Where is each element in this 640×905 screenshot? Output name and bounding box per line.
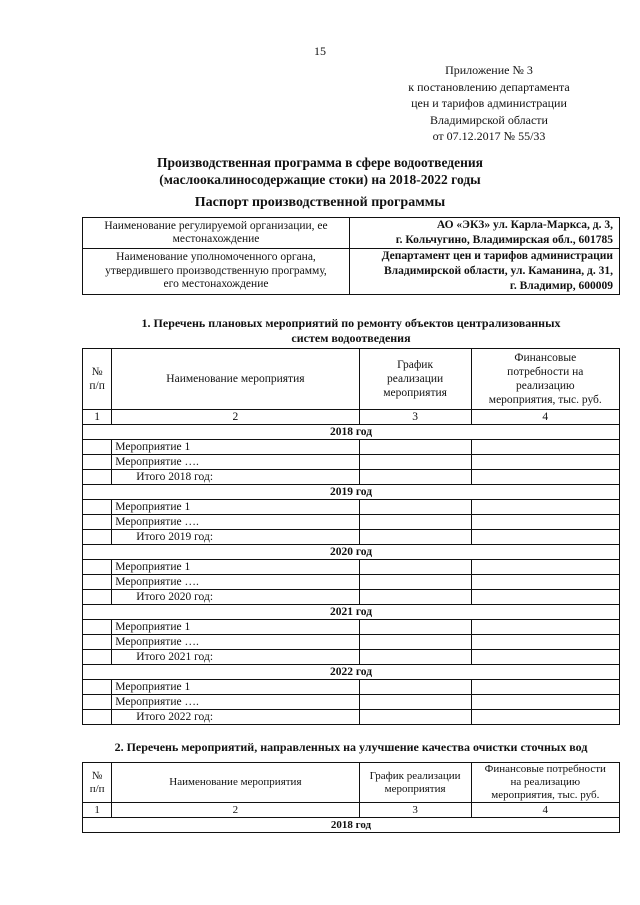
column-number: 4: [471, 410, 619, 425]
activity-name: Мероприятие 1: [112, 620, 359, 635]
value-line: Владимирской области, ул. Каманина, д. 31,: [384, 265, 613, 277]
header-finance: [471, 349, 619, 410]
header-finance: [471, 763, 619, 803]
header-line: График реализации: [369, 769, 461, 782]
appendix-line: Владимирской области: [430, 112, 548, 127]
header-line: Финансовые: [514, 352, 577, 364]
table-row: [83, 560, 620, 575]
year-row: [83, 485, 620, 500]
passport-row-organization: [83, 218, 620, 249]
activity-name: Мероприятие 1: [112, 500, 359, 515]
header-schedule: [359, 349, 471, 410]
activity-name: Мероприятие ….: [112, 635, 359, 650]
header-line: п/п: [89, 380, 105, 392]
year-row: [83, 818, 620, 833]
section1-heading: [82, 316, 620, 346]
table-header-row: [83, 763, 620, 803]
header-line: мероприятия, тыс. руб.: [488, 394, 602, 406]
header-name: Наименование мероприятия: [112, 349, 359, 410]
section2-heading: 2. Перечень мероприятий, направленных на улучшение качества очистки сточных вод: [114, 740, 588, 754]
year-label: 2021 год: [83, 605, 620, 620]
passport-value: [350, 249, 620, 295]
table-row: [83, 650, 620, 665]
activity-name: Мероприятие ….: [112, 515, 359, 530]
table-row: [83, 620, 620, 635]
passport-label: [83, 218, 350, 249]
table-row: [83, 680, 620, 695]
table-row: [83, 530, 620, 545]
table-row: [83, 440, 620, 455]
header-line: мероприятия, тыс. руб.: [491, 789, 600, 801]
activity-name: Мероприятие ….: [112, 575, 359, 590]
year-row: [83, 665, 620, 680]
value-line: Департамент цен и тарифов администрации: [381, 250, 613, 262]
activity-name: Мероприятие 1: [112, 560, 359, 575]
page-number: 15: [314, 44, 326, 58]
activity-name: Мероприятие 1: [112, 680, 359, 695]
header-line: График: [397, 359, 434, 371]
header-line: №: [91, 769, 103, 782]
year-row: [83, 545, 620, 560]
appendix-line: Приложение № 3: [445, 63, 533, 77]
header-line: п/п: [89, 782, 105, 795]
activity-name: Мероприятие 1: [112, 440, 359, 455]
label-line: Наименование уполномоченного органа,: [116, 251, 316, 264]
column-number: 3: [359, 410, 471, 425]
passport-heading: Паспорт производственной программы: [194, 195, 446, 210]
document-title: [60, 154, 580, 188]
header-line: мероприятия: [383, 387, 447, 399]
label-line: утвердившего производственную программу,: [105, 264, 327, 277]
table-row: [83, 695, 620, 710]
column-number: 1: [83, 803, 112, 818]
heading-line: систем водоотведения: [291, 331, 411, 345]
header-line: на реализацию: [510, 776, 581, 788]
table-row: [83, 515, 620, 530]
appendix-block: [374, 62, 604, 145]
column-number: 2: [112, 803, 359, 818]
passport-label: [83, 249, 350, 295]
year-row: [83, 605, 620, 620]
year-total: Итого 2020 год:: [112, 590, 359, 605]
header-line: мероприятия: [384, 782, 446, 795]
header-line: потребности на: [507, 366, 584, 378]
header-line: Финансовые потребности: [484, 763, 606, 775]
header-num: [83, 763, 112, 803]
repair-activities-table: [82, 348, 620, 725]
table-row: [83, 500, 620, 515]
value-line: г. Кольчугино, Владимирская обл., 601785: [395, 234, 613, 246]
column-number: 2: [112, 410, 359, 425]
table-header-row: [83, 349, 620, 410]
table-row: [83, 455, 620, 470]
column-number: 3: [359, 803, 471, 818]
header-line: реализацию: [515, 380, 575, 392]
table-row: [83, 575, 620, 590]
table-row: [83, 710, 620, 725]
year-total: Итого 2019 год:: [112, 530, 359, 545]
label-line: местонахождение: [172, 233, 260, 245]
value-line: АО «ЭКЗ» ул. Карла-Маркса, д. 3,: [436, 219, 613, 231]
activity-name: Мероприятие ….: [112, 695, 359, 710]
label-line: Наименование регулируемой организации, ее: [104, 219, 328, 232]
appendix-line: к постановлению департамента: [408, 79, 570, 94]
activity-name: Мероприятие ….: [112, 455, 359, 470]
treatment-activities-table: [82, 762, 620, 833]
header-num: [83, 349, 112, 410]
passport-row-authority: [83, 249, 620, 295]
year-label: 2018 год: [83, 818, 620, 833]
table-row: [83, 635, 620, 650]
table-row: [83, 590, 620, 605]
header-schedule: [359, 763, 471, 803]
column-number: 4: [471, 803, 619, 818]
header-name: Наименование мероприятия: [112, 763, 359, 803]
year-label: 2022 год: [83, 665, 620, 680]
passport-table: [82, 217, 620, 295]
header-line: реализации: [386, 373, 444, 385]
title-line: (маслоокалиносодержащие стоки) на 2018-2022 годы: [159, 172, 481, 187]
passport-value: [350, 218, 620, 249]
year-total: Итого 2022 год:: [112, 710, 359, 725]
header-line: №: [91, 366, 103, 378]
column-numbers-row: [83, 803, 620, 818]
year-total: Итого 2021 год:: [112, 650, 359, 665]
column-number: 1: [83, 410, 112, 425]
appendix-line: цен и тарифов администрации: [411, 96, 567, 110]
year-label: 2019 год: [83, 485, 620, 500]
year-label: 2018 год: [83, 425, 620, 440]
year-total: Итого 2018 год:: [112, 470, 359, 485]
column-numbers-row: [83, 410, 620, 425]
value-line: г. Владимир, 600009: [509, 280, 613, 292]
label-line: его местонахождение: [163, 278, 269, 291]
heading-line: 1. Перечень плановых мероприятий по ремонту объектов централизованных: [141, 316, 561, 330]
title-line: Производственная программа в сфере водоотведения: [157, 155, 483, 170]
year-label: 2020 год: [83, 545, 620, 560]
table-row: [83, 470, 620, 485]
appendix-line: от 07.12.2017 № 55/33: [432, 129, 546, 143]
year-row: [83, 425, 620, 440]
